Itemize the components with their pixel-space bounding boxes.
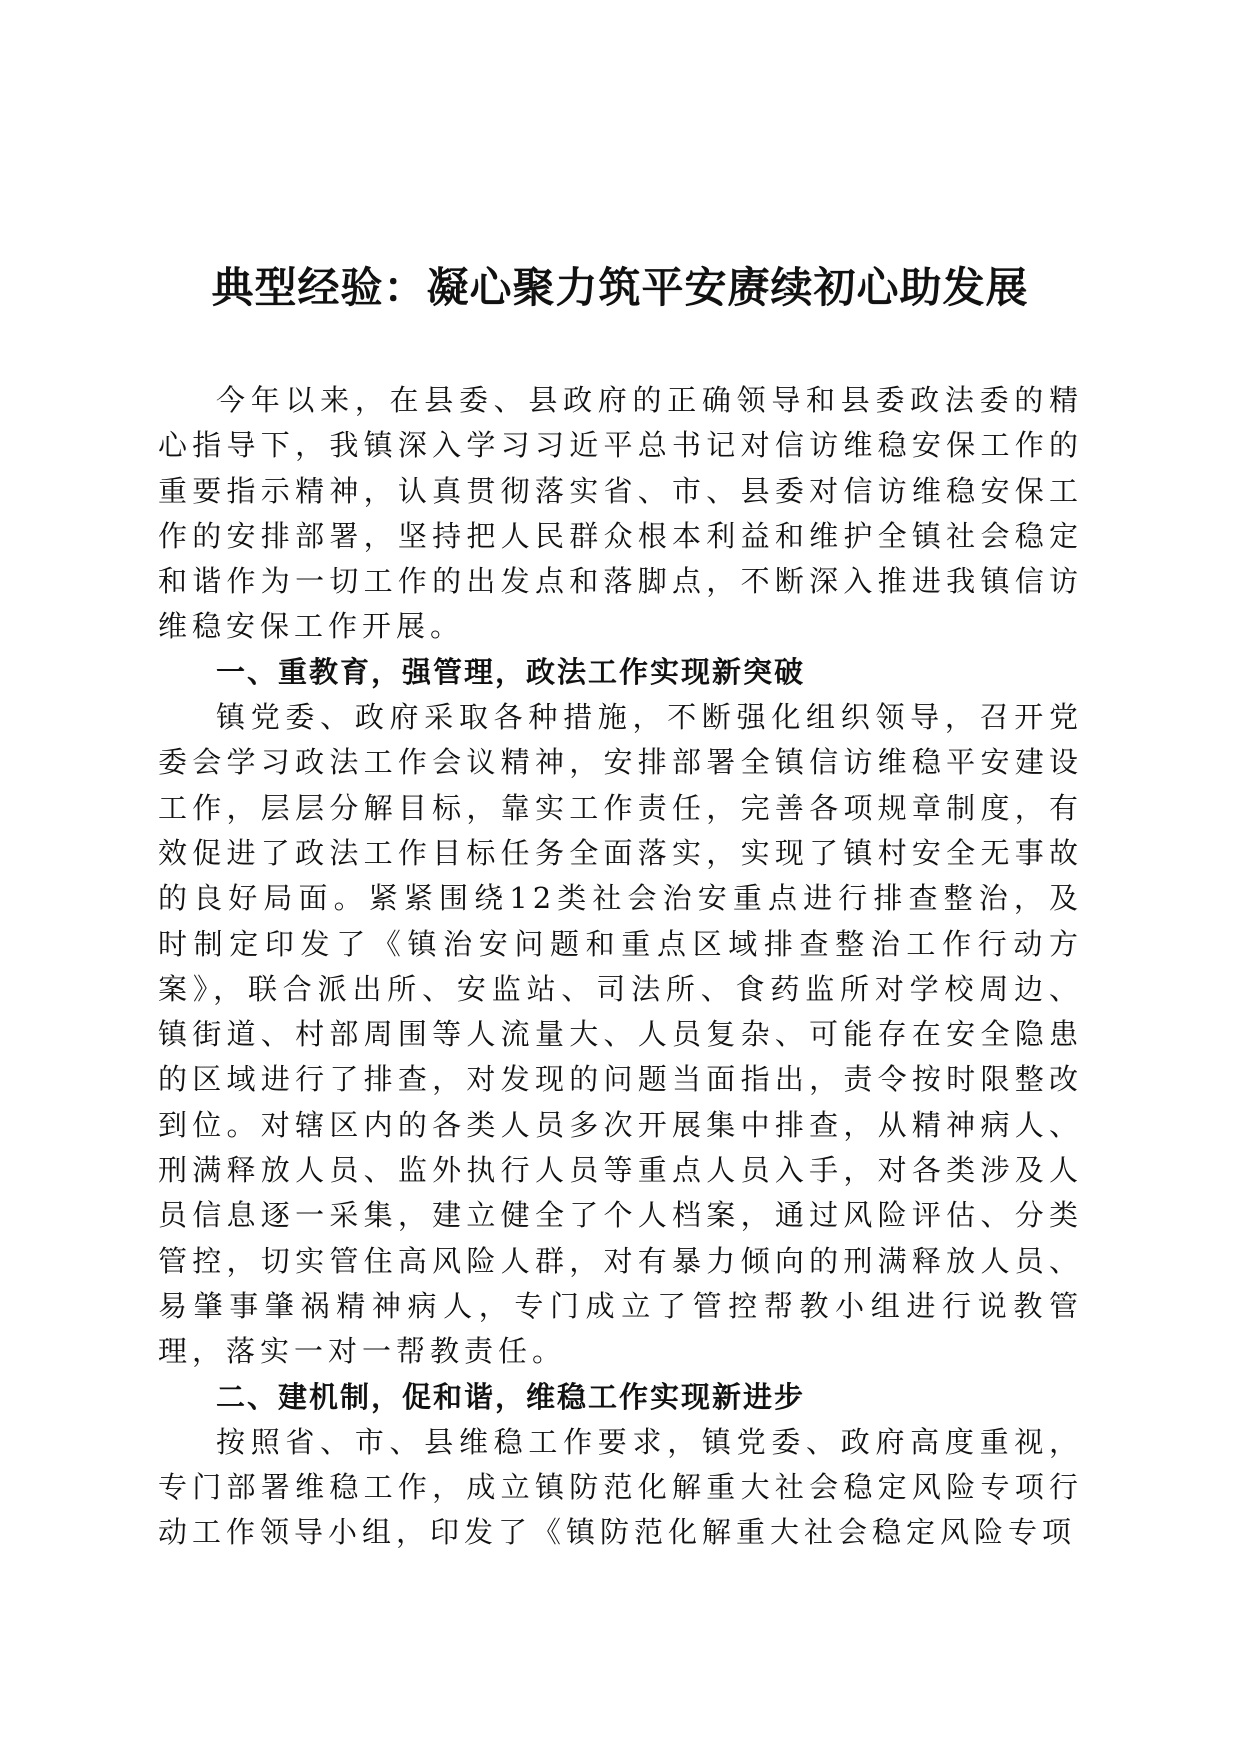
intro-paragraph: 今年以来，在县委、县政府的正确领导和县委政法委的精心指导下，我镇深入学习习近平总书记对信访维稳安保工作的重要指示精神，认真贯彻落实省、市、县委对信访维稳安保工作的安排部署，坚持把人民群众根本利益和维护全镇社会稳定和谐作为一切工作的出发点和落脚点，不断深入推进我镇信访维稳安保工作开展。 xyxy=(158,383,1083,644)
section-heading-2: 二、建机制，促和谐，维稳工作实现新进步 xyxy=(216,1379,806,1414)
section-heading-1: 一、重教育，强管理，政法工作实现新突破 xyxy=(216,654,806,689)
document-body xyxy=(158,378,1083,1556)
section-2-paragraph: 按照省、市、县维稳工作要求，镇党委、政府高度重视，专门部署维稳工作，成立镇防范化解重大社会稳定风险专项行动工作领导小组，印发了《镇防范化解重大社会稳定风险专项 xyxy=(158,1424,1083,1550)
document-title: 典型经验：凝心聚力筑平安赓续初心助发展 xyxy=(211,263,1029,312)
section-1-paragraph: 镇党委、政府采取各种措施，不断强化组织领导，召开党委会学习政法工作会议精神，安排部署全镇信访维稳平安建设工作，层层分解目标，靠实工作责任，完善各项规章制度，有效促进了政法工作目标任务全面落实，实现了镇村安全无事故的良好局面。紧紧围绕12类社会治安重点进行排查整治，及时制定印发了《镇治安问题和重点区域排查整治工作行动方案》，联合派出所、安监站、司法所、食药监所对学校周边、镇街道、村部周围等人流量大、人员复杂、可能存在安全隐患的区域进行了排查，对发现的问题当面指出，责令按时限整改到位。对辖区内的各类人员多次开展集中排查，从精神病人、刑满释放人员、监外执行人员等重点人员入手，对各类涉及人员信息逐一采集，建立健全了个人档案，通过风险评估、分类管控，切实管住高风险人群，对有暴力倾向的刑满释放人员、易肇事肇祸精神病人，专门成立了管控帮教小组进行说教管理，落实一对一帮教责任。 xyxy=(158,700,1083,1369)
